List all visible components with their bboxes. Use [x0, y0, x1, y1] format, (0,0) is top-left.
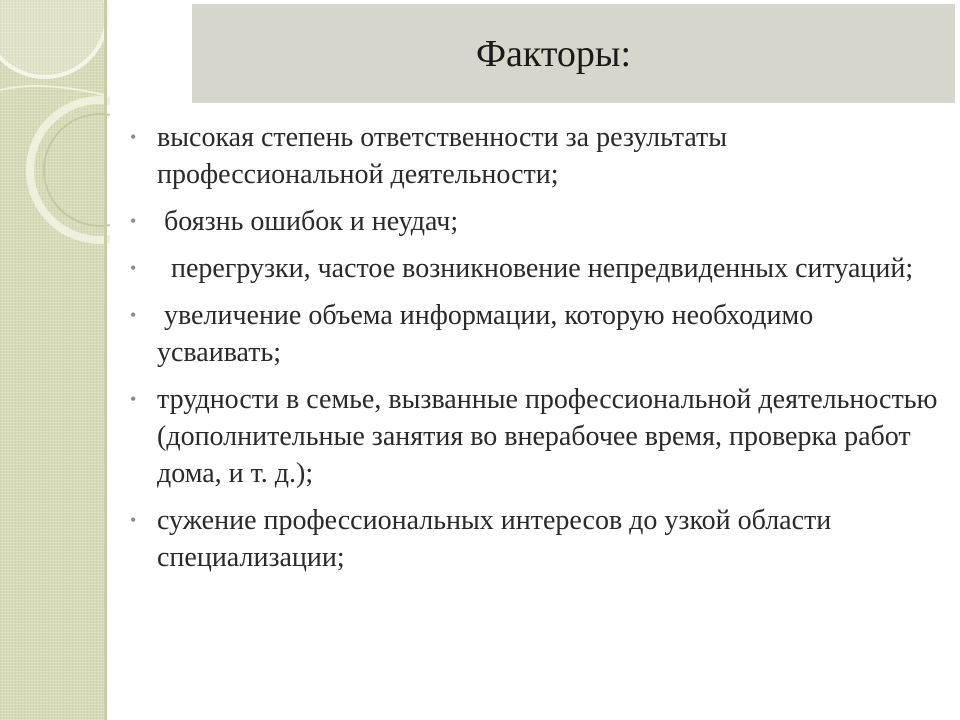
bullet-dot-icon: • [130, 127, 137, 147]
bullet-dot-icon: • [130, 510, 137, 530]
list-item-text: перегрузки, частое возникновение непредвиденных ситуаций; [157, 253, 914, 284]
list-item-text: высокая степень ответственности за результаты профессиональной деятельности; [157, 122, 728, 190]
list-item [122, 381, 942, 492]
list-item-text: увеличение объема информации, которую необходимо усваивать; [157, 300, 821, 368]
bullet-list [122, 119, 942, 586]
bullet-dot-icon: • [130, 211, 137, 231]
title-bar [192, 4, 955, 103]
decorative-rings-graphic [0, 0, 110, 720]
list-item [122, 203, 942, 240]
list-item-text: боязнь ошибок и неудач; [157, 206, 459, 237]
list-item [122, 297, 942, 371]
list-item [122, 119, 942, 193]
bullet-dot-icon: • [130, 305, 137, 325]
slide-title: Факторы: [475, 32, 632, 75]
bullet-dot-icon: • [130, 389, 137, 409]
side-panel-edge [104, 0, 107, 720]
list-item-text: сужение профессиональных интересов до узкой области специализации; [157, 505, 832, 573]
list-item-text: трудности в семье, вызванные профессиональной деятельностью (дополнительные занятия во внерабочее время, проверка работ дома, и т. д.); [157, 384, 938, 489]
decorative-side-panel [0, 0, 104, 720]
list-item [122, 250, 942, 287]
bullet-dot-icon: • [130, 258, 137, 278]
list-item [122, 502, 942, 576]
